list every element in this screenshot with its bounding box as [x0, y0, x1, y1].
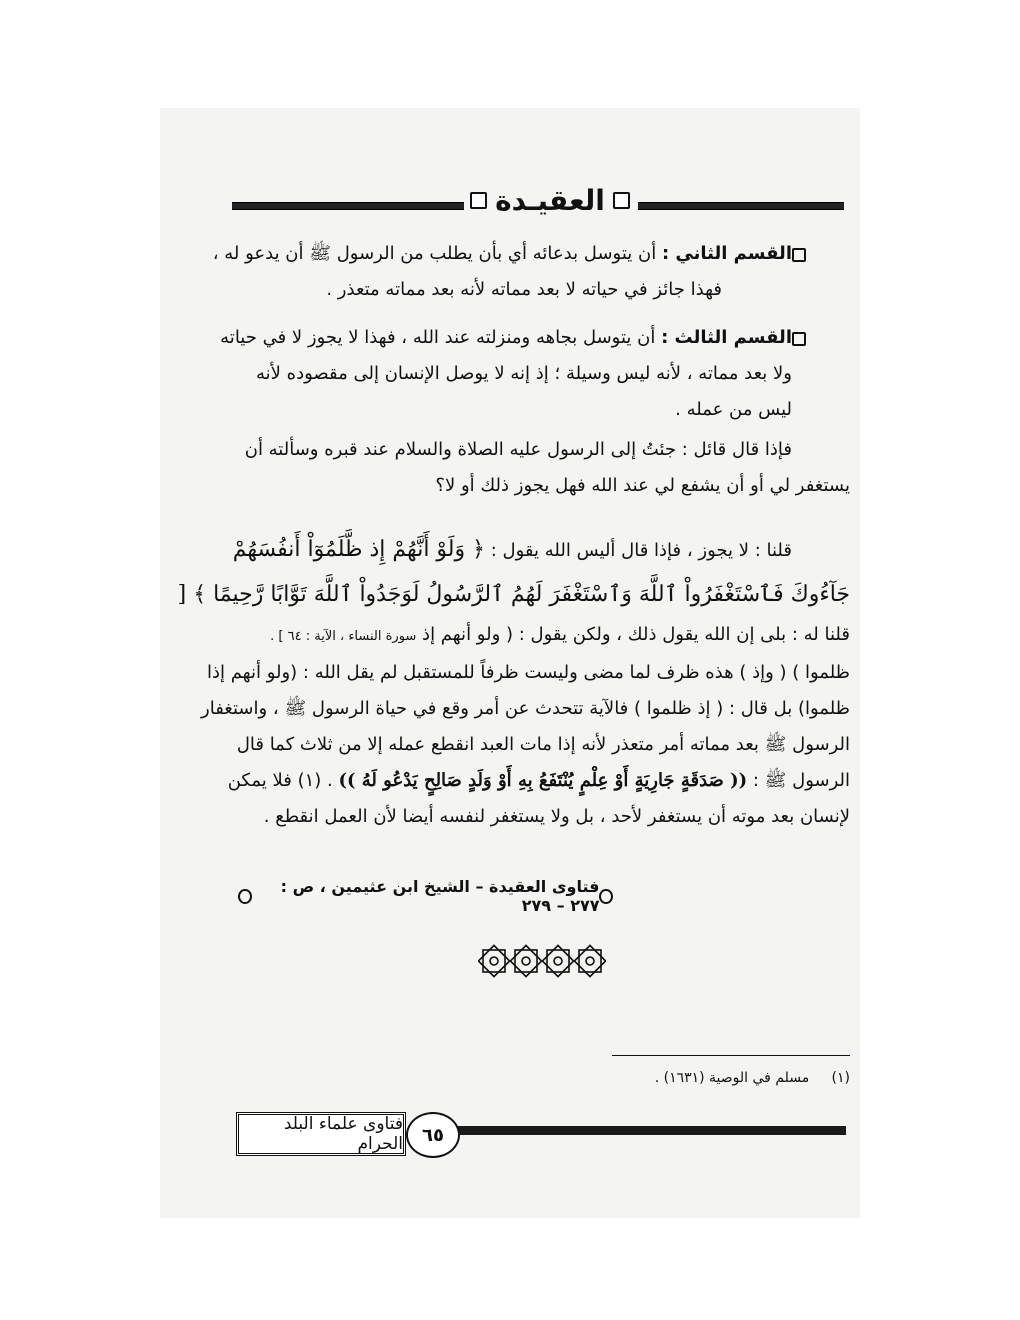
circle-bullet-icon [238, 889, 252, 904]
title-square-icon [613, 192, 630, 209]
chapter-title-text: العقيـدة [495, 183, 605, 217]
text-line: لإنسان بعد موته أن يستغفر لأحد ، بل ولا يستغفر لنفسه أيضا لأن العمل انقطع . [263, 806, 850, 827]
footer-rule [446, 1126, 846, 1135]
text-line: أن يتوسل بدعائه أي بأن يطلب من الرسول ﷺ أن يدعو له ، [212, 243, 657, 264]
text-line: ليس من عمله . [675, 399, 792, 420]
text-line: يستغفر لي أو أن يشفع لي عند الله فهل يجوز ذلك أو لا؟ [435, 475, 850, 496]
text-line: فهذا جائز في حياته لا بعد مماته لأنه بعد مماته متعذر . [326, 279, 722, 300]
verse-reference: سورة النساء ، الآية : ٦٤ ] . [270, 629, 417, 644]
text-line: الرسول ﷺ : [752, 770, 850, 791]
footnote-text: مسلم في الوصية (١٦٣١) . [654, 1070, 810, 1086]
text-line: الرسول ﷺ بعد مماته أمر متعذر لأنه إذا مات العبد انقطع عمله إلا من ثلاث كما قال [236, 734, 850, 755]
title-square-icon [470, 192, 487, 209]
list-item [212, 236, 850, 308]
footnote [612, 1070, 850, 1086]
square-bullet-icon [792, 248, 806, 262]
footnote-number: (١) [831, 1070, 850, 1086]
paragraph-section-three [220, 320, 850, 428]
footnote-rule [612, 1055, 850, 1056]
quran-verse: جَآءُوكَ فَٱسْتَغْفَرُواْ ٱللَّهَ وَٱسْتَغْفَرَ لَهُمُ ٱلرَّسُولُ لَوَجَدُواْ ٱللَّهَ تَوَّابًا رَّحِيمًا ﴾ [ [177, 582, 850, 607]
star-ornament-icon [478, 944, 606, 978]
paragraph-section-two [212, 236, 850, 308]
text-line: ظلموا ) ( وإذ ) هذه ظرف لما مضى وليست ظرفاً للمستقبل لم يقل الله : (ولو أنهم إذا [206, 662, 850, 683]
circle-bullet-icon [599, 889, 613, 904]
header-rule-right [638, 202, 844, 210]
list-item [220, 320, 850, 428]
hadith-quote: (( صَدَقَةٍ جَارِيَةٍ أَوْ عِلْمٍ يُنْتَفَعُ بِهِ أَوْ وَلَدٍ صَالِحٍ يَدْعُو لَهُ )) [338, 770, 748, 791]
book-title: فتاوى علماء البلد الحرام [236, 1112, 406, 1156]
chapter-title [470, 180, 630, 220]
decorative-ornament [478, 944, 606, 978]
square-bullet-icon [792, 332, 806, 346]
source-text: فتاوى العقيدة – الشيخ ابن عثيمين ، ص : ٢٧٧ – ٢٧٩ [280, 877, 600, 915]
source-citation [238, 877, 613, 915]
header-rule-left [232, 202, 464, 210]
text-line: أن يتوسل بجاهه ومنزلته عند الله ، فهذا لا يجوز لا في حياته [220, 327, 656, 348]
text-line: ولا بعد مماته ، لأنه ليس وسيلة ؛ إذ إنه لا يوصل الإنسان إلى مقصوده لأنه [256, 363, 792, 384]
footnote-marker: . (١) [297, 770, 333, 791]
text-line: قلنا له : بلى إن الله يقول ذلك ، ولكن يقول : ( ولو أنهم إذ [422, 624, 850, 645]
item-label: القسم الثالث : [661, 327, 792, 348]
text-line: ظلموا) بل قال : ( إذ ظلموا ) فالآية تتحدث عن أمر وقع في حياة الرسول ﷺ ، واستغفار [201, 698, 850, 719]
page-number: ٦٥ [406, 1112, 460, 1158]
text-line: قلنا : لا يجوز ، فإذا قال أليس الله يقول : [490, 540, 792, 561]
item-label: القسم الثاني : [661, 243, 792, 264]
paragraph-answer [177, 528, 850, 835]
paragraph-question [230, 432, 850, 504]
text-line: فإذا قال قائل : جئتُ إلى الرسول عليه الصلاة والسلام عند قبره وسألته أن [244, 439, 792, 460]
quran-verse: ﴿ وَلَوْ أَنَّهُمْ إِذ ظَّلَمُوٓاْ أَنفُسَهُمْ [232, 537, 486, 562]
text-line: فلا يمكن [227, 770, 292, 791]
